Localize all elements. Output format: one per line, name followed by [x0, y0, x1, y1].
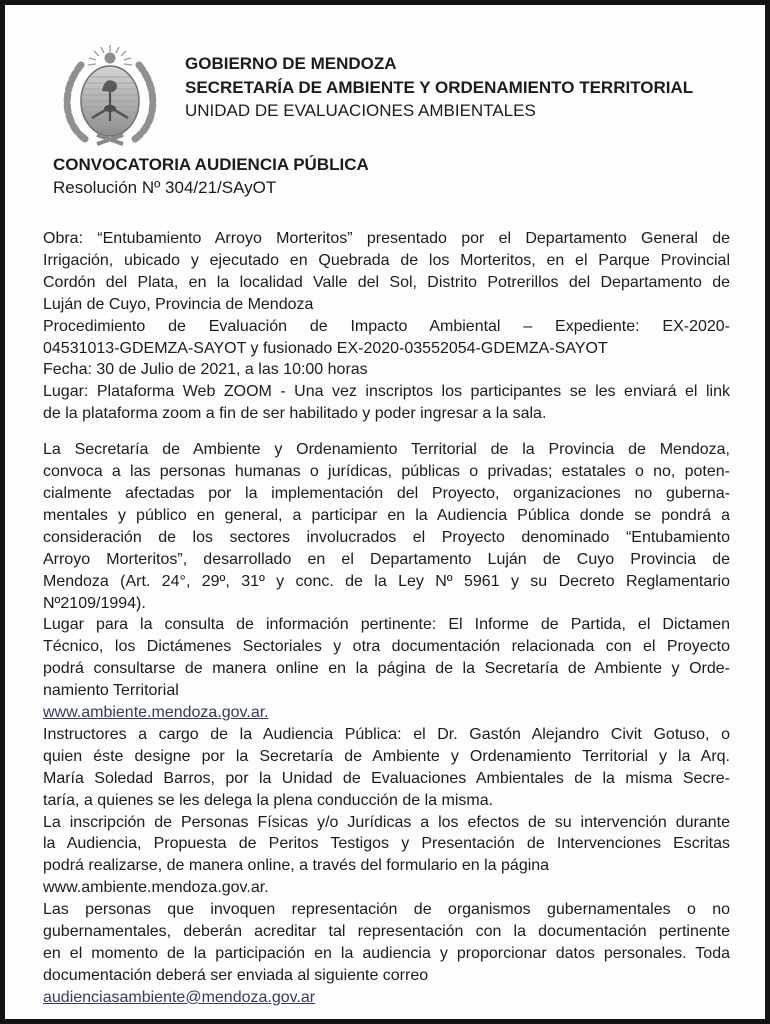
- org-line-unit: UNIDAD DE EVALUACIONES AMBIENTALES: [185, 101, 536, 120]
- text-line: La Secretaría de Ambiente y Ordenamiento Territorial de la Provincia de Mendoza,: [43, 441, 730, 459]
- text-line: documentación deberá ser enviada al siguiente correo: [43, 966, 429, 984]
- text-line: podrá consultarse de manera online en la página de la Secretaría de Ambiente y Orde-: [43, 660, 730, 678]
- text-line: cialmente afectadas por la implementación del Proyecto, organizaciones no guberna-: [43, 484, 730, 502]
- text-line: 04531013-GDEMZA-SAYOT y fusionado EX-2020-03552054-GDEMZA-SAYOT: [43, 339, 608, 357]
- text-line: mentales y público en general, a participar en la Audiencia Pública donde se pondrá a: [43, 506, 730, 524]
- text-line: Procedimiento de Evaluación de Impacto Ambiental – Expediente: EX-2020-: [43, 317, 730, 335]
- text-line: namiento Territorial: [43, 682, 179, 700]
- text-line: María Soledad Barros, por la Unidad de Evaluaciones Ambientales de la misma Secre-: [43, 769, 730, 787]
- title-block: [53, 154, 765, 199]
- header-text: [185, 42, 693, 148]
- text-line: taría, a quienes se les delega la plena conducción de la misma.: [43, 791, 494, 809]
- text-line: Arroyo Morteritos”, desarrollado en el Departamento Luján de Cuyo Provincia de: [43, 550, 730, 568]
- paragraph-block: [43, 439, 730, 1009]
- text-line: Lugar para la consulta de información pertinente: El Informe de Partida, el Dictamen: [43, 616, 730, 634]
- text-line: Técnico, los Dictámenes Sectoriales y otra documentación relacionada con el Proyecto: [43, 638, 730, 656]
- text-line: Nº2109/1994).: [43, 594, 146, 612]
- text-line: Mendoza (Art. 24°, 29º, 31º y conc. de la Ley Nº 5961 y su Decreto Reglamentario: [43, 572, 730, 590]
- text-line: Las personas que invoquen representación de organismos gubernamentales o no: [43, 901, 730, 919]
- text-line: la Audiencia, Propuesta de Peritos Testigos y Presentación de Intervenciones Escritas: [43, 835, 730, 853]
- text-line: quien éste designe por la Secretaría de Ambiente y Ordenamiento Territorial y la Arq.: [43, 747, 730, 765]
- text-line: Cordón del Plata, en la localidad Valle del Sol, Distrito Potrerillos del Departamento de: [43, 273, 730, 291]
- website-text: www.ambiente.mendoza.gov.ar.: [43, 879, 269, 897]
- org-line-secretariat: SECRETARÍA DE AMBIENTE Y ORDENAMIENTO TERRITORIAL: [185, 77, 694, 97]
- text-line: convoca a las personas humanas o jurídicas, públicas o privadas; estatales o no, poten-: [43, 463, 730, 481]
- text-line: Fecha: 30 de Julio de 2021, a las 10:00 horas: [43, 361, 368, 379]
- text-line: Instructores a cargo de la Audiencia Pública: el Dr. Gastón Alejandro Civit Gotuso, o: [43, 725, 730, 743]
- text-line: Irrigación, ubicado y ejecutado en Quebrada de los Morteritos, en el Parque Provincial: [43, 251, 730, 269]
- text-line: Obra: “Entubamiento Arroyo Morteritos” presentado por el Departamento General de: [43, 230, 730, 247]
- text-line: de la plataforma zoom a fin de ser habilitado y poder ingresar a la sala.: [43, 405, 547, 423]
- text-line: Lugar: Plataforma Web ZOOM - Una vez inscriptos los participantes se les enviará el link: [43, 383, 730, 401]
- text-line: gubernamentales, deberán acreditar tal representación con la documentación pertinente: [43, 923, 730, 941]
- website-link[interactable]: www.ambiente.mendoza.gov.ar.: [43, 704, 269, 722]
- text-line: Luján de Cuyo, Provincia de Mendoza: [43, 295, 314, 313]
- text-line: podrá realizarse, de manera online, a través del formulario en la página: [43, 857, 550, 875]
- text-line: en el momento de la participación en la audiencia y proporcionar datos personales. Toda: [43, 945, 730, 962]
- mendoza-coat-of-arms-icon: [55, 42, 165, 148]
- paragraph-block: [43, 228, 730, 425]
- org-line-government: GOBIERNO DE MENDOZA: [185, 54, 397, 73]
- document-title: CONVOCATORIA AUDIENCIA PÚBLICA: [53, 155, 369, 174]
- text-line: La inscripción de Personas Físicas y/o Jurídicas a los efectos de su intervención durante: [43, 813, 730, 831]
- resolution-number: Resolución Nº 304/21/SAyOT: [53, 177, 277, 197]
- document-header: [55, 42, 765, 148]
- email-link[interactable]: audienciasambiente@mendoza.gov.ar: [43, 988, 316, 1006]
- document-body: [43, 228, 730, 1009]
- text-line: consideración de los sectores involucrados el Proyecto denominado “Entubamiento: [43, 528, 730, 546]
